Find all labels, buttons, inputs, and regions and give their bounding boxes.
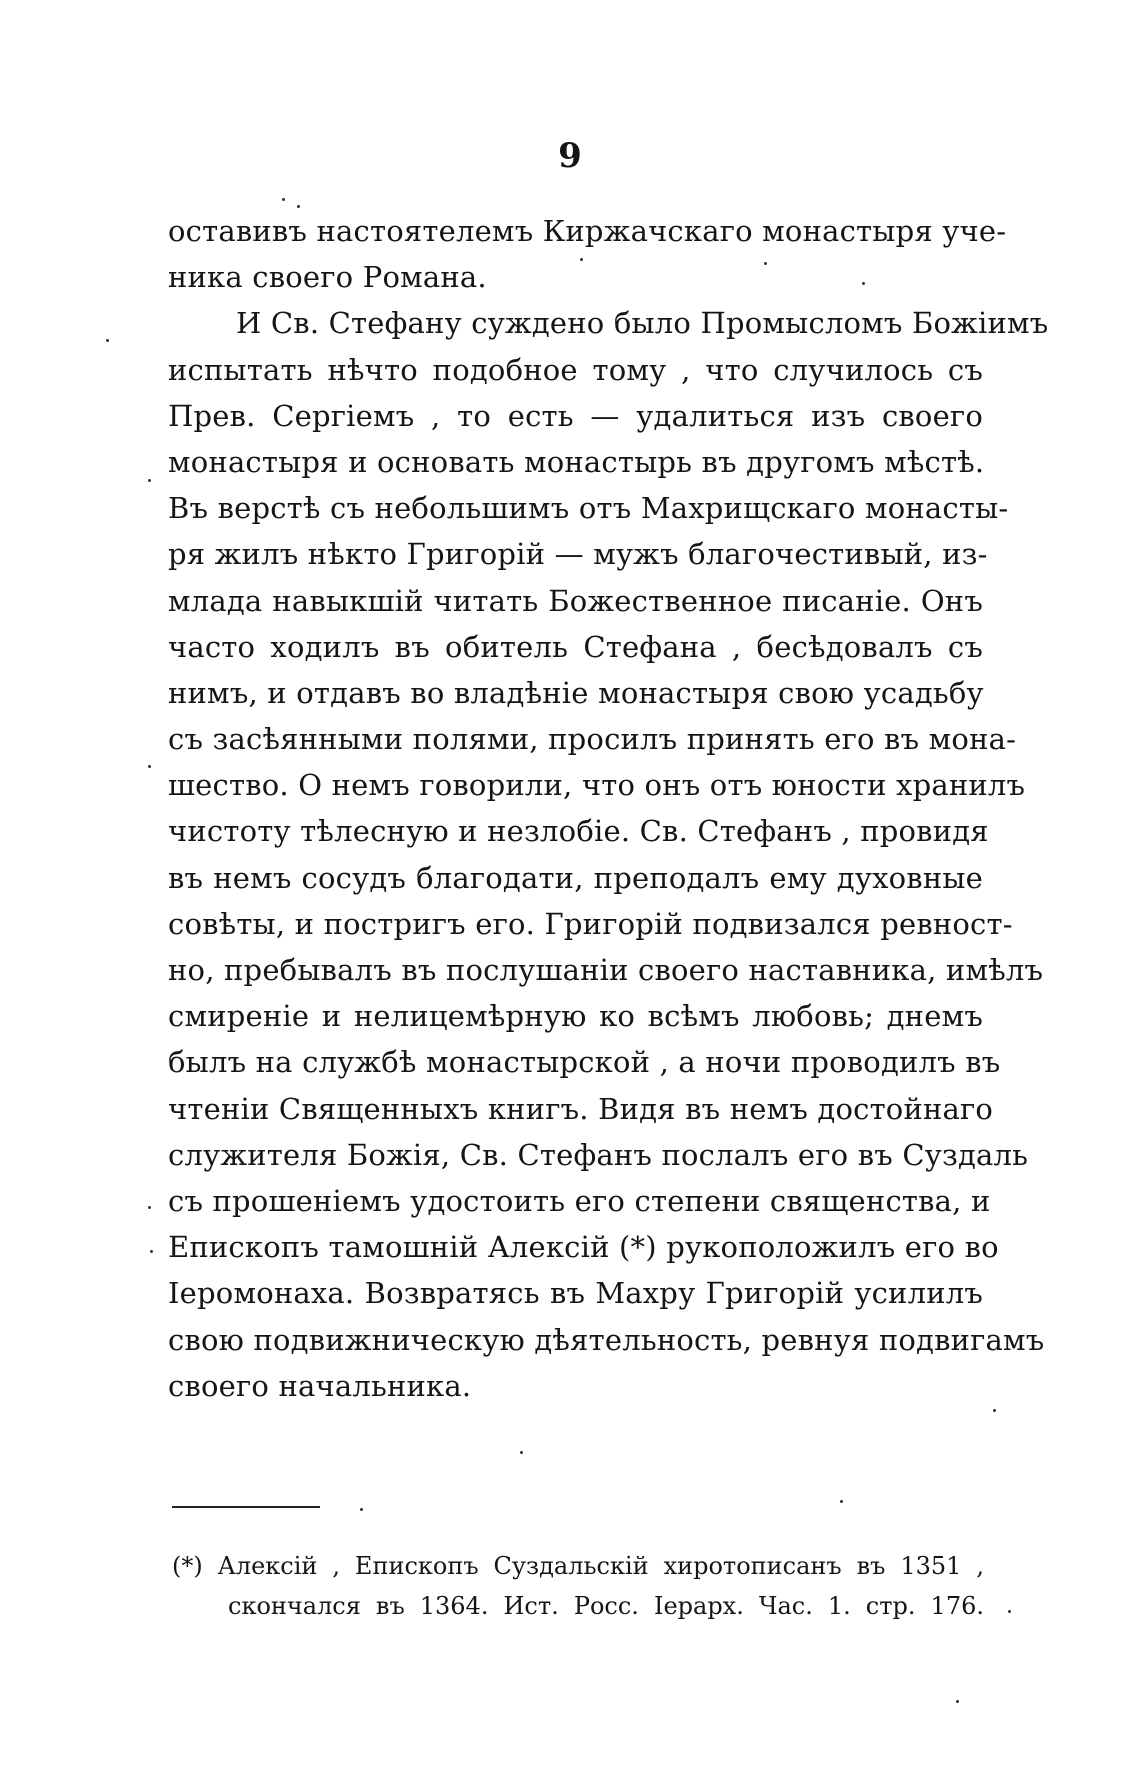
text-line: съ засѣянными полями, просилъ принять его въ мона- [168, 722, 1017, 757]
text-line: съ прошеніемъ удостоить его степени священства, и [168, 1183, 991, 1218]
scan-speck [148, 479, 151, 482]
footnote-separator [172, 1506, 320, 1508]
scan-speck [282, 198, 285, 201]
scan-speck [360, 1508, 363, 1511]
text-line: ника своего Романа. [168, 260, 487, 295]
scan-speck [993, 1409, 996, 1412]
text-line: нимъ, и отдавъ во владѣніе монастыря свою усадьбу [168, 675, 984, 710]
text-line: но, пребывалъ въ послушаніи своего наставника, имѣлъ [168, 953, 1044, 987]
text-line: Въ верстѣ съ небольшимъ отъ Махрищскаго монасты- [168, 491, 1009, 526]
text-line: въ немъ сосудъ благодати, преподалъ ему духовные [168, 860, 983, 895]
text-line: чистоту тѣлесную и незлобіе. Св. Стефанъ , провидя [168, 814, 989, 849]
footnote-line: (*) Алексій , Епископъ Суздальскій хиротописанъ въ 1351 , [172, 1552, 984, 1580]
scan-speck [862, 282, 865, 285]
text-line: часто ходилъ въ обитель Стефана , бесѣдовалъ съ [168, 629, 983, 664]
text-line: монастыря и основать монастырь въ другомъ мѣстѣ. [168, 444, 985, 479]
scan-speck [148, 765, 151, 768]
text-line: совѣты, и постригъ его. Григорій подвизался ревност- [168, 906, 1013, 941]
footnote [172, 1546, 984, 1626]
text-line: млада навыкшій читать Божественное писаніе. Онъ [168, 583, 983, 618]
main-text-block [168, 208, 1049, 1409]
scan-speck [520, 1451, 523, 1454]
scan-speck [150, 1250, 153, 1253]
text-line: смиреніе и нелицемѣрную ко всѣмъ любовь; днемъ [168, 999, 983, 1034]
text-line: Епископъ тамошній Алексій (*) рукоположилъ его во [168, 1230, 999, 1265]
scan-speck [840, 1500, 843, 1503]
text-line: своего начальника. [168, 1368, 472, 1403]
scan-speck [1008, 1610, 1011, 1613]
text-line: И Св. Стефану суждено было Промысломъ Божіимъ [236, 306, 1049, 341]
scan-speck [148, 1206, 151, 1209]
text-line: чтеніи Священныхъ книгъ. Видя въ немъ достойнаго [168, 1091, 994, 1126]
text-line: оставивъ настоятелемъ Киржачскаго монастыря уче- [168, 214, 1007, 248]
text-line: служителя Божія, Св. Стефанъ послалъ его въ Суздаль [168, 1137, 1029, 1172]
text-line: Прев. Сергіемъ , то есть — удалиться изъ своего [168, 398, 983, 433]
text-line: испытать нѣчто подобное тому , что случилось съ [168, 352, 983, 387]
scan-speck [764, 262, 767, 265]
text-line: Іеромонаха. Возвратясь въ Махру Григорій усилилъ [168, 1276, 983, 1311]
text-line: шество. О немъ говорили, что онъ отъ юности хранилъ [168, 768, 1026, 803]
scan-speck [580, 258, 583, 261]
scan-speck [106, 339, 109, 342]
text-line: свою подвижническую дѣятельность, ревнуя подвигамъ [168, 1322, 1045, 1357]
text-line: былъ на службѣ монастырской , а ночи проводилъ въ [168, 1045, 1001, 1080]
scan-speck [297, 205, 300, 208]
scan-speck [956, 1700, 959, 1703]
footnote-line: скончался въ 1364. Ист. Росс. Іерарх. Час. 1. стр. 176. [228, 1592, 984, 1620]
text-line: ря жилъ нѣкто Григорій — мужъ благочестивый, из- [168, 537, 988, 572]
page-number: 9 [558, 136, 582, 176]
